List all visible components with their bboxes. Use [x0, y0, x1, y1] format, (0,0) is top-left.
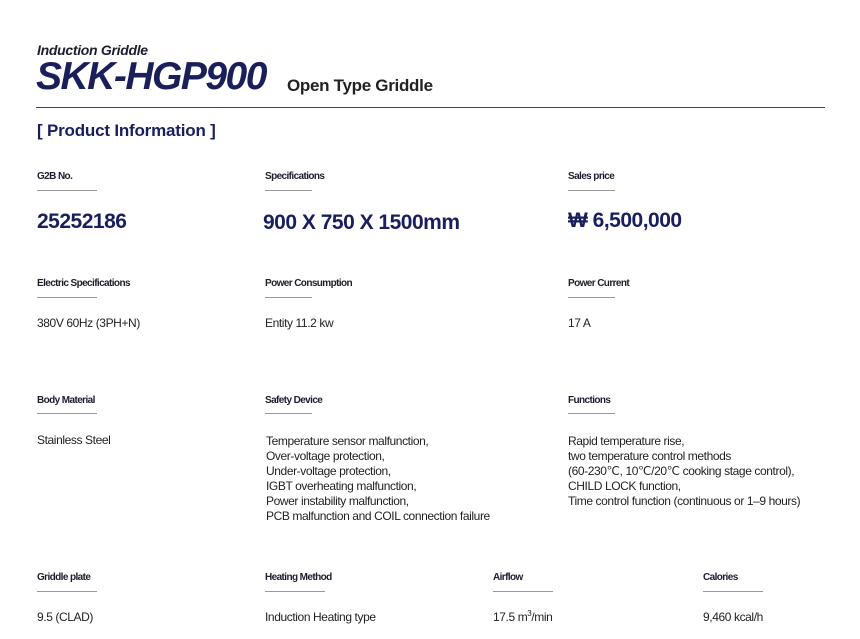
- griddle-plate-underline: [37, 591, 97, 592]
- sales-price-value: 6,500,000: [592, 209, 682, 232]
- safety-device-line: IGBT overheating malfunction,: [266, 479, 417, 493]
- functions-label: Functions: [568, 395, 611, 406]
- safety-device-list: [266, 434, 490, 524]
- functions-line: two temperature control methods: [568, 449, 732, 463]
- calories-value: 9,460 kcal/h: [703, 610, 763, 624]
- power-consumption-underline: [265, 297, 312, 298]
- body-material-value: Stainless Steel: [37, 433, 111, 447]
- safety-device-line: Over-voltage protection,: [266, 449, 385, 463]
- power-current-value: 17 A: [568, 316, 591, 330]
- sales-price-underline: [568, 190, 615, 191]
- g2b-label: G2B No.: [37, 171, 73, 182]
- airflow-unit-exponent: 3: [527, 609, 532, 618]
- safety-device-line: Power instability malfunction,: [266, 494, 409, 508]
- functions-list: [568, 434, 800, 509]
- airflow-label: Airflow: [493, 572, 523, 583]
- specifications-underline: [265, 190, 312, 191]
- calories-underline: [703, 591, 763, 592]
- power-consumption-value: Entity 11.2 kw: [265, 316, 334, 330]
- power-current-underline: [568, 297, 615, 298]
- functions-line: (60-230℃, 10℃/20℃ cooking stage control),: [568, 464, 795, 478]
- currency-symbol: ₩: [568, 209, 588, 232]
- airflow-value: [493, 610, 552, 625]
- g2b-number: 25252186: [37, 210, 127, 233]
- sales-price: [568, 209, 682, 233]
- safety-device-line: Under-voltage protection,: [266, 464, 391, 478]
- electric-specifications-label: Electric Specifications: [37, 278, 130, 289]
- airflow-underline: [493, 591, 553, 592]
- power-current-label: Power Current: [568, 278, 630, 289]
- calories-label: Calories: [703, 572, 738, 583]
- griddle-plate-label: Griddle plate: [37, 572, 91, 583]
- functions-underline: [568, 413, 615, 414]
- power-consumption-label: Power Consumption: [265, 278, 353, 289]
- heating-method-label: Heating Method: [265, 572, 332, 583]
- safety-device-underline: [265, 413, 312, 414]
- airflow-amount: 17.5 m: [493, 610, 528, 624]
- product-type: Open Type Griddle: [287, 76, 433, 95]
- g2b-underline: [37, 190, 97, 191]
- section-title: [ Product Information ]: [37, 121, 216, 140]
- electric-specifications-value: 380V 60Hz (3PH+N): [37, 316, 140, 330]
- body-material-label: Body Material: [37, 395, 95, 406]
- body-material-underline: [37, 413, 97, 414]
- safety-device-line: Temperature sensor malfunction,: [266, 434, 429, 448]
- heating-method-underline: [265, 591, 325, 592]
- airflow-unit-suffix: /min: [531, 610, 553, 624]
- header-divider: [36, 107, 825, 108]
- sales-price-label: Sales price: [568, 171, 615, 182]
- functions-line: Time control function (continuous or 1–9 hours): [568, 494, 801, 508]
- heating-method-value: Induction Heating type: [265, 610, 376, 624]
- specifications-value: 900 X 750 X 1500mm: [263, 211, 460, 234]
- electric-underline: [37, 297, 97, 298]
- specifications-label: Specifications: [265, 171, 325, 182]
- safety-device-label: Safety Device: [265, 395, 323, 406]
- product-subtitle: Induction Griddle: [37, 42, 148, 58]
- safety-device-line: PCB malfunction and COIL connection failure: [266, 509, 490, 523]
- griddle-plate-value: 9.5 (CLAD): [37, 610, 94, 624]
- model-name: SKK-HGP900: [36, 55, 266, 98]
- functions-line: Rapid temperature rise,: [568, 434, 685, 448]
- functions-line: CHILD LOCK function,: [568, 479, 681, 493]
